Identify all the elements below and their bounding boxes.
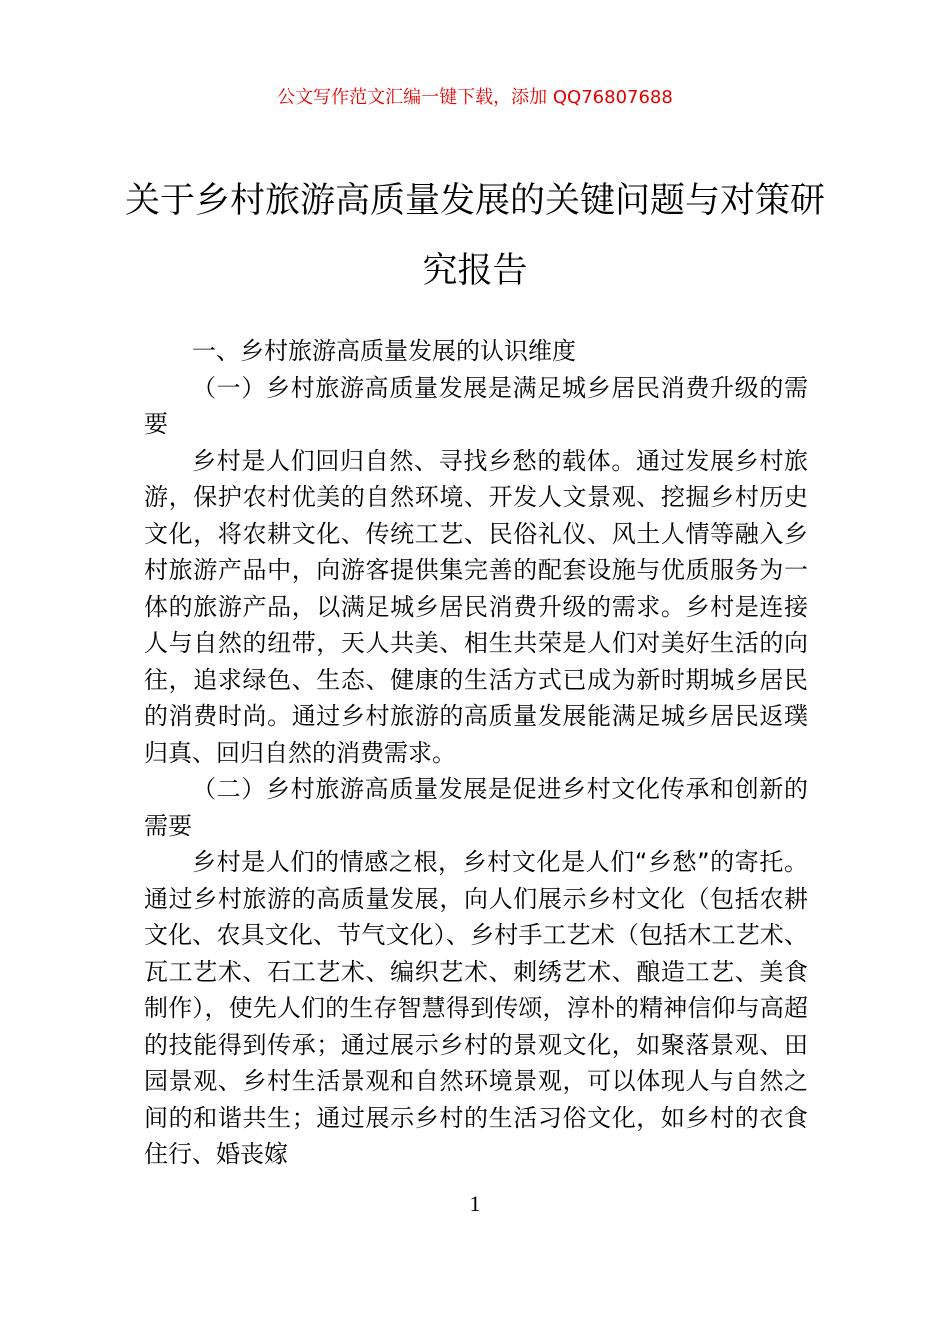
subsection-heading-1: （一）乡村旅游高质量发展是满足城乡居民消费升级的需要 <box>144 373 808 438</box>
section-heading: 一、乡村旅游高质量发展的认识维度 <box>192 337 576 365</box>
document-title: 关于乡村旅游高质量发展的关键问题与对策研究报告 <box>124 181 825 291</box>
paragraph-1: 乡村是人们回归自然、寻找乡愁的载体。通过发展乡村旅游，保护农村优美的自然环境、开发人文景观、挖掘乡村历史文化，将农耕文化、传统工艺、民俗礼仪、风土人情等融入乡村旅游产品中，向游客提供集完善的配套设施与优质服务为一体的旅游产品，以满足城乡居民消费升级的需求。乡村是连接人与自然的纽带，天人共美、相生共荣是人们对美好生活的向往，追求绿色、生态、健康的生活方式已成为新时期城乡居民的消费时尚。通过乡村旅游的高质量发展能满足城乡居民返璞归真、回归自然的消费需求。 <box>144 446 808 767</box>
document-body <box>144 333 808 1173</box>
subsection-heading-2: （二）乡村旅游高质量发展是促进乡村文化传承和创新的需要 <box>144 775 808 840</box>
header-download-note: 公文写作范文汇编一键下载，添加 QQ76807688 <box>277 87 673 108</box>
page-number: 1 <box>469 1191 481 1216</box>
paragraph-2: 乡村是人们的情感之根，乡村文化是人们“乡愁”的寄托。通过乡村旅游的高质量发展，向人们展示乡村文化（包括农耕文化、农具文化、节气文化）、乡村手工艺术（包括木工艺术、瓦工艺术、石工艺术、编织艺术、刺绣艺术、酿造工艺、美食制作），使先人们的生存智慧得到传颂，淳朴的精神信仰与高超的技能得到传承；通过展示乡村的景观文化，如聚落景观、田园景观、乡村生活景观和自然环境景观，可以体现人与自然之间的和谐共生；通过展示乡村的生活习俗文化，如乡村的衣食住行、婚丧嫁 <box>144 848 808 1168</box>
